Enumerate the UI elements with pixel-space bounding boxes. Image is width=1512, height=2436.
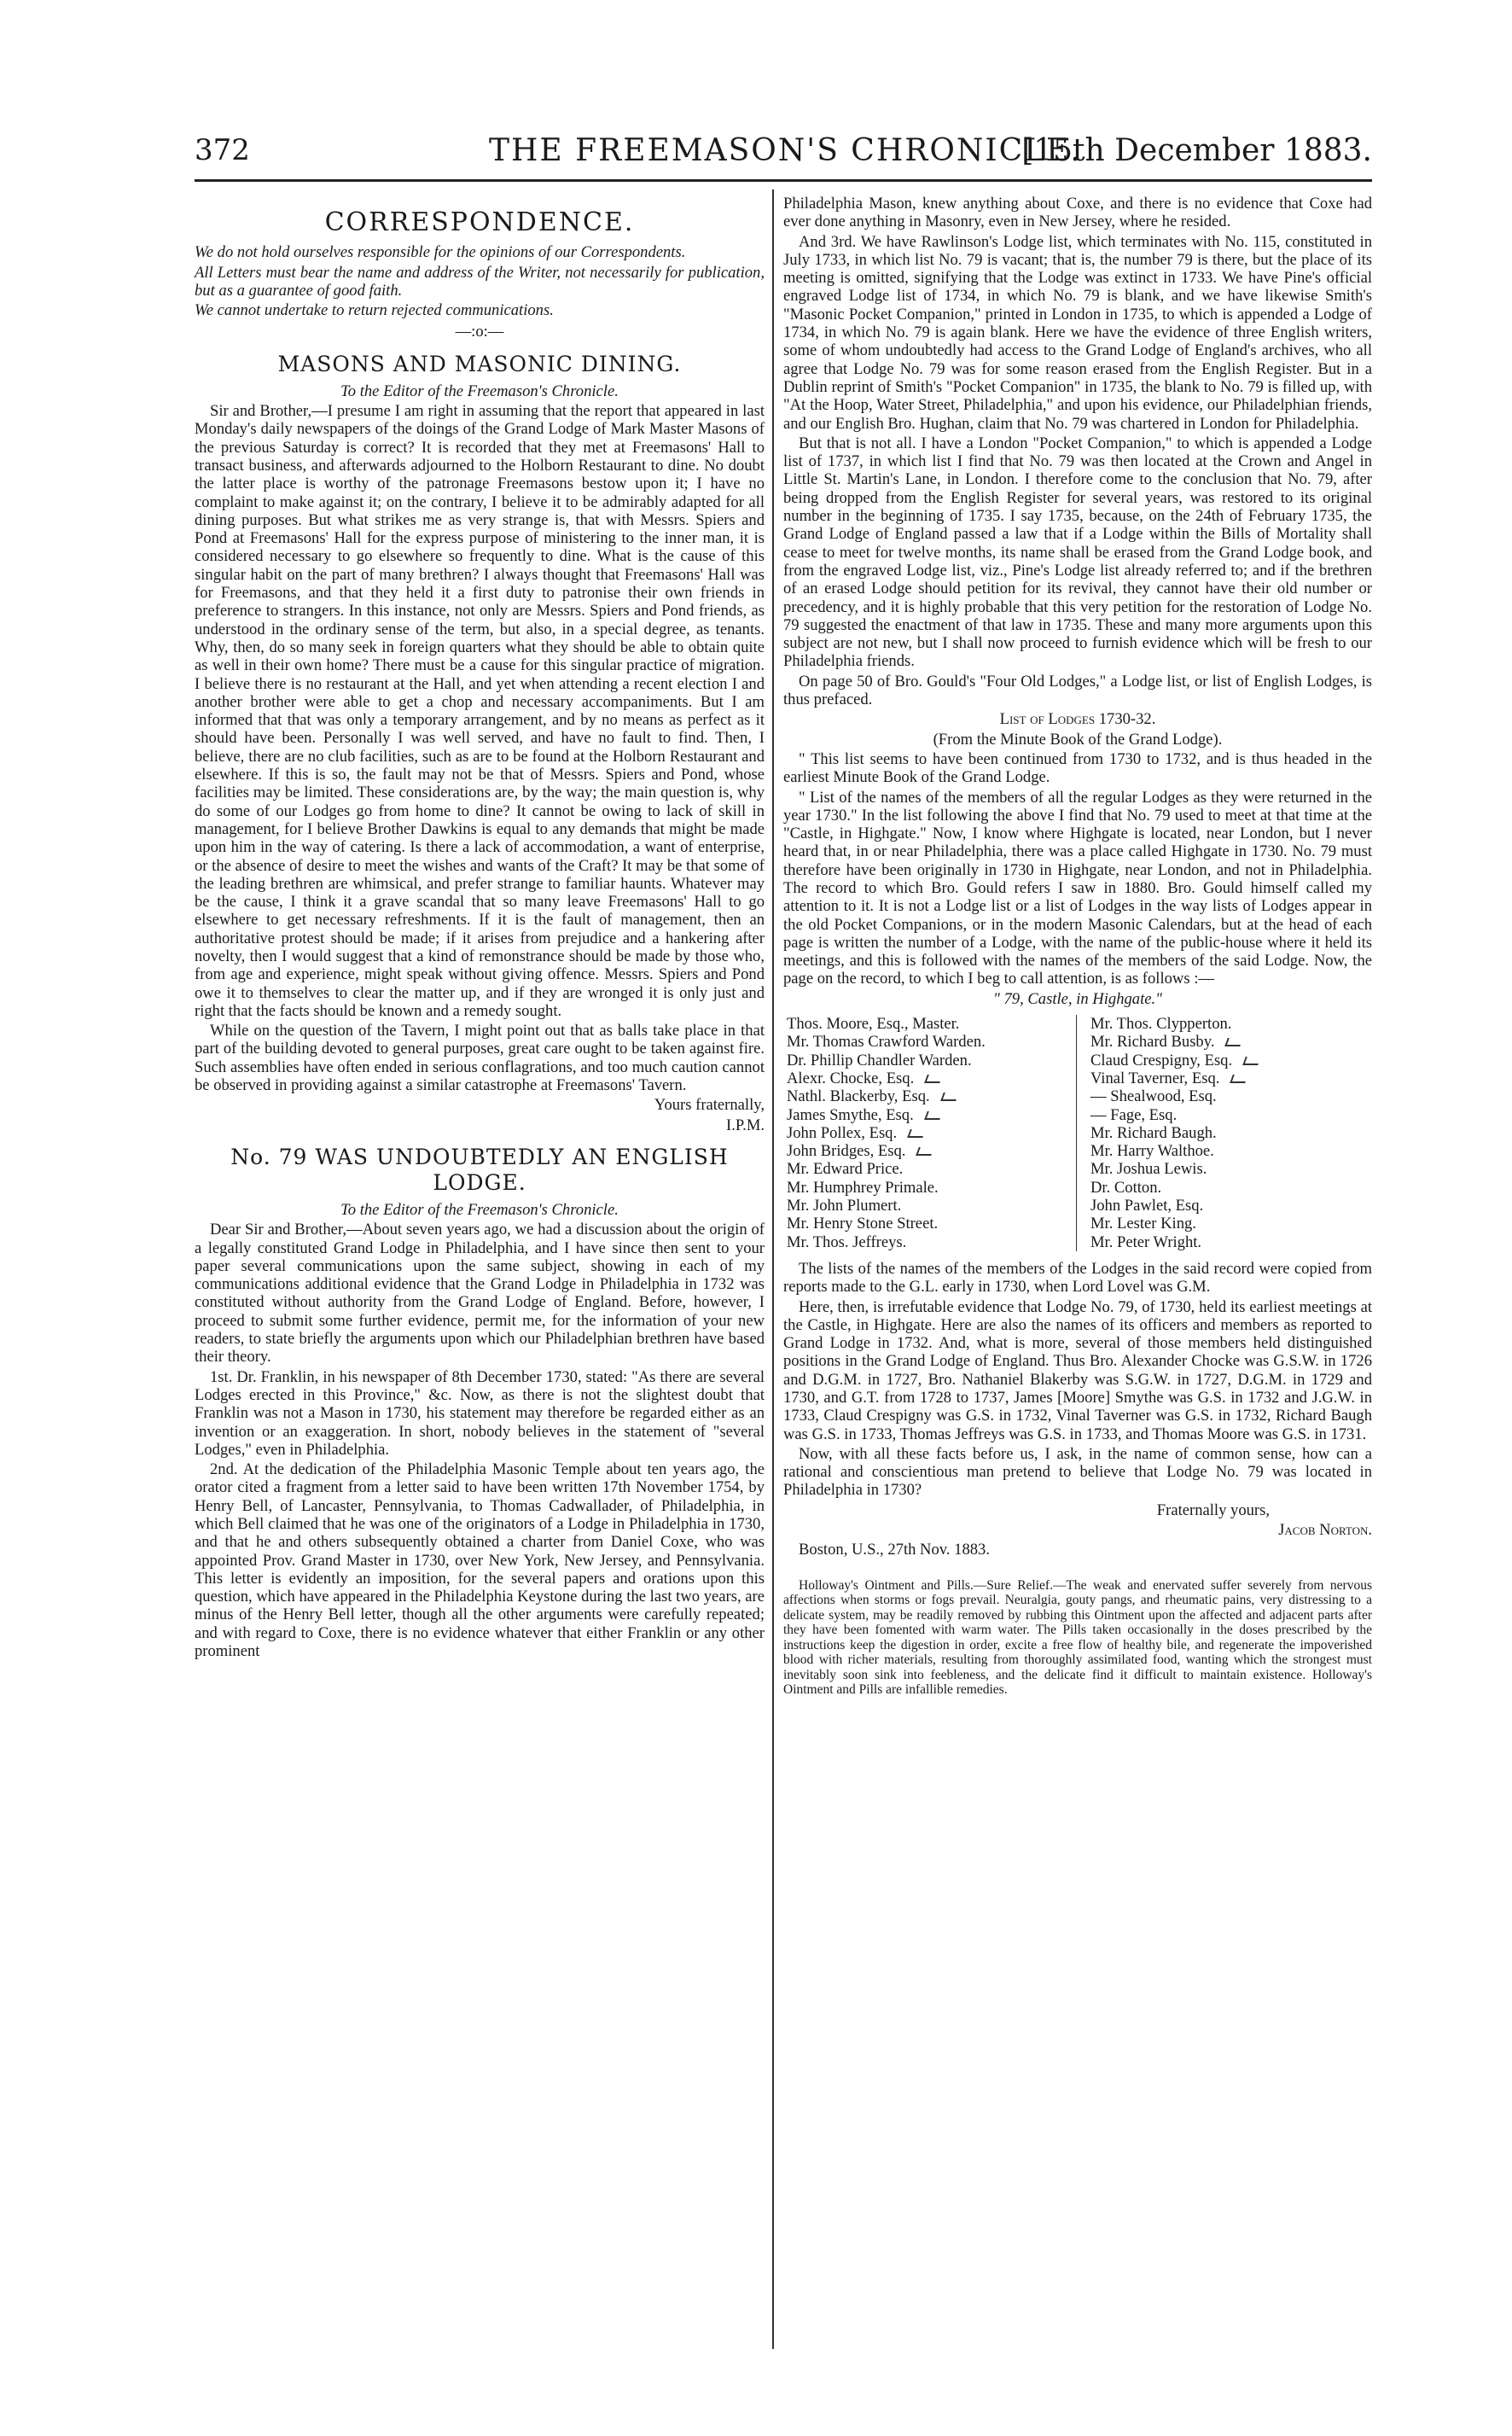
article-paragraph: And 3rd. We have Rawlinson's Lodge list, which terminates with No. 115, constituted in July 1733, in which list No. 79 is vacant; that is, the number 79 is there, but the place of its meeting is omitted, signifying that the Lodge was extinct in 1733. We have Pine's official engraved Lodge list of 1734, in which No. 79 is blank, and we have likewise Smith's "Masonic Pocket Companion," printed in London in 1735, to which is appended a Lodge of 1734, in which No. 79 is again blank. Here we have the evidence of three English writers, some of whom undoubtedly had access to the Grand Lodge of England's archives, who all agree that Lodge No. 79 was for some reason erased from the English Register. But in a Dublin reprint of Smith's "Pocket Companion" in 1735, the blank to No. 79 is filled up, with "At the Hoop, Water Street, Philadelphia," and upon his evidence, our Philadelphian friends, and our English Bro. Hughan, claim that No. 79 was chartered in London for Philadelphia. bbox=[783, 232, 1372, 433]
list-subheading: (From the Minute Book of the Grand Lodge). bbox=[933, 730, 1223, 749]
member-entry bbox=[787, 1124, 1073, 1142]
check-mark-icon bbox=[940, 1093, 959, 1101]
member-entry bbox=[1090, 1015, 1259, 1033]
member-name: Dr. Cotton. bbox=[1090, 1178, 1162, 1197]
member-name: — Shealwood, Esq. bbox=[1090, 1087, 1217, 1106]
member-name: — Fage, Esq. bbox=[1090, 1105, 1178, 1124]
member-entry bbox=[1090, 1106, 1259, 1124]
castle-heading: " 79, Castle, in Highgate." bbox=[993, 989, 1162, 1008]
member-entry bbox=[1090, 1233, 1259, 1251]
member-entry bbox=[787, 1106, 1073, 1124]
advertisement bbox=[783, 1578, 1372, 1698]
editorial-note: All Letters must bear the name and address of the Writer, not necessarily for publication, but as a guarantee of good faith. bbox=[195, 263, 765, 300]
member-name: Mr. Henry Stone Street. bbox=[787, 1215, 939, 1233]
page-number: 372 bbox=[195, 133, 250, 167]
check-mark-icon bbox=[924, 1111, 943, 1120]
check-mark-icon bbox=[916, 1147, 935, 1156]
article-paragraph: Sir and Brother,—I presume I am right in assuming that the report that appeared in last Monday's daily newspapers of the doings of the Grand Lodge of Mark Master Masons of the previous Saturday is correct? It is recorded that they met at Freemasons' Hall to transact business, and afterwards adjourned to the Holborn Restaurant to dine. No doubt the latter place is worthy of the patronage Freemasons bestow upon it; I have no complaint to make against it; on the contrary, I believe it to be admirably adapted for all dining purposes. But what strikes me as very strange is, that with Messrs. Spiers and Pond at Freemasons' Hall for the express purpose of ministering to the inner man, it is considered necessary to go elsewhere so frequently to dine. What is the cause of this singular habit on the part of many brethren? I always thought that Freemasons' Hall was for Freemasons, and that they held it a first duty to patronise their own friends in preference to strangers. In this instance, not only are Messrs. Spiers and Pond friends, as understood in the ordinary sense of the term, but also, in a special degree, as tenants. Why, then, do so many seek in foreign quarters what they should be able to obtain quite as well in their own home? There must be a cause for this singular practice of migration. I believe there is no restaurant at the Hall, and yet when attending a recent election I and another brother were able to get a chop and necessary accompaniments. But I am informed that that was only a temporary arrangement, and by no means as perfect as it should have been. Personally I was well served, and have no fault to find. Then, I believe, there are no club facilities, such as are to be found at the Holborn Restaurant and elsewhere. If this is so, the fault may not be that of Messrs. Spiers and Pond, whose facilities may be limited. These considerations are, by the way; the main question is, why do some of our Lodges go from home to dine? It cannot be owing to lack of skill in management, for I believe Brother Dawkins is equal to any demands that might be made upon him in the way of catering. Is there a lack of accommodation, a want of enterprise, or the absence of desire to meet the wishes and wants of the Craft? It may be that some of the leading brethren are whimsical, and prefer strange to familiar haunts. Whatever may be the cause, I think it a grave scandal that so many leave Freemasons' Hall to go elsewhere to get necessary refreshments. If it is the fault of management, then an authoritative protest should be made; if it arises from prejudice and a hankering after novelty, then I would suggest that a kind of remonstrance should be made by those who, from age and experience, might speak without giving offence. Messrs. Spiers and Pond owe it to themselves to clear the matter up, and if they are wronged it is only just and right that the facts should be known and a remedy sought. bbox=[195, 402, 765, 1020]
member-entry bbox=[1090, 1087, 1259, 1105]
member-entry bbox=[1090, 1142, 1259, 1160]
letter-dateline: Boston, U.S., 27th Nov. 1883. bbox=[799, 1541, 991, 1559]
member-name: Alexr. Chocke, Esq. bbox=[787, 1069, 915, 1087]
member-name: Claud Crespigny, Esq. bbox=[1090, 1051, 1233, 1069]
editor-line: To the Editor of the Freemason's Chronicle. bbox=[340, 382, 619, 400]
editorial-note: We do not hold ourselves responsible for the opinions of our Correspondents. bbox=[195, 243, 686, 262]
article-paragraph: Dear Sir and Brother,—About seven years ago, we had a discussion about the origin of a legally constituted Grand Lodge in Philadelphia, and I have since then sent to your paper several communications upon the same subject, showing in each of my communications additional evidence that the Grand Lodge in Philadelphia in 1732 was constituted without authority from the Grand Lodge of England. Before, however, I proceed to submit some further evidence, permit me, for the information of your new readers, to state briefly the arguments upon which our Philadelphian brethren have based their theory. bbox=[195, 1221, 765, 1367]
check-mark-icon bbox=[1230, 1075, 1249, 1083]
article-paragraph: 2nd. At the dedication of the Philadelphia Masonic Temple about ten years ago, the orator cited a fragment from a letter said to have been written 17th November 1754, by Henry Bell, of Lancaster, Pennsylvania, to Thomas Cadwallader, of Philadelphia, in which Bell claimed that he was one of the originators of a Lodge in Philadelphia in 1730, and that he and others subsequently obtained a charter from Daniel Coxe, who was appointed Prov. Grand Master in 1730, over New York, New Jersey, and Pennsylvania. This letter is evidently an imposition, for the several papers and orations upon this question, which have appeared in the Philadelphia Keystone during the last two years, are minus of the Henry Bell letter, though all the other arguments were carefully repeated; and with regard to Coxe, there is no evidence whatever that either Franklin or any other prominent bbox=[195, 1460, 765, 1661]
member-entry bbox=[1090, 1124, 1259, 1142]
member-entry bbox=[787, 1015, 1073, 1033]
article-paragraph: " This list seems to have been continued from 1730 to 1732, and is thus headed in the earliest Minute Book of the Grand Lodge. bbox=[783, 749, 1372, 787]
member-name: John Bridges, Esq. bbox=[787, 1142, 906, 1161]
member-entry bbox=[1090, 1052, 1259, 1069]
member-entry bbox=[787, 1069, 1073, 1087]
article-paragraph: While on the question of the Tavern, I might point out that as balls take place in that part of the building devoted to general purposes, great care ought to be taken against fire. Such assemblies have often ended in serious conflagrations, and too much caution cannot be observed in providing against a similar catastrophe at Freemasons' Tavern. bbox=[195, 1022, 765, 1095]
member-entry bbox=[1090, 1160, 1259, 1178]
members-right-list bbox=[1077, 1015, 1259, 1251]
member-name: Mr. Richard Baugh. bbox=[1090, 1123, 1217, 1142]
check-mark-icon bbox=[1242, 1057, 1261, 1065]
member-entry bbox=[787, 1160, 1073, 1178]
member-name: James Smythe, Esq. bbox=[787, 1105, 914, 1124]
member-name: John Pawlet, Esq. bbox=[1090, 1197, 1204, 1215]
member-entry bbox=[787, 1179, 1073, 1197]
member-entry bbox=[787, 1233, 1073, 1251]
member-entry bbox=[1090, 1033, 1259, 1051]
member-name: Mr. Thos. Clypperton. bbox=[1090, 1015, 1232, 1034]
letter-signature: I.P.M. bbox=[726, 1116, 765, 1134]
member-name: Mr. Thomas Crawford Warden. bbox=[787, 1033, 986, 1052]
letter-closing: Yours fraternally, bbox=[654, 1096, 765, 1115]
member-entry bbox=[787, 1052, 1073, 1069]
article-title: MASONS AND MASONIC DINING. bbox=[277, 351, 682, 376]
member-entry bbox=[1090, 1215, 1259, 1233]
article-title: No. 79 WAS UNDOUBTEDLY AN ENGLISH LODGE. bbox=[230, 1144, 729, 1195]
check-mark-icon bbox=[924, 1075, 943, 1083]
member-entry bbox=[1090, 1069, 1259, 1087]
article-paragraph: The lists of the names of the members of the Lodges in the said record were copied from reports made to the G.L. early in 1730, when Lord Lovel was G.M. bbox=[783, 1259, 1372, 1297]
separator: —:o:— bbox=[455, 323, 504, 341]
column-divider bbox=[772, 189, 774, 2349]
section-heading: CORRESPONDENCE. bbox=[324, 207, 635, 237]
list-heading: List of Lodges 1730-32. bbox=[999, 710, 1156, 729]
member-entry bbox=[1090, 1197, 1259, 1215]
member-entry bbox=[1090, 1179, 1259, 1197]
article-paragraph: Philadelphia Mason, knew anything about Coxe, and there is no evidence that Coxe had ever done anything in Masonry, even in New Jersey, where he resided. bbox=[783, 195, 1372, 231]
member-entry bbox=[787, 1087, 1073, 1105]
member-name: Mr. Humphrey Primale. bbox=[787, 1178, 939, 1197]
member-name: John Pollex, Esq. bbox=[787, 1123, 898, 1142]
editorial-note: We cannot undertake to return rejected communications. bbox=[195, 301, 554, 320]
masthead-title: THE FREEMASON'S CHRONICLE. bbox=[489, 133, 1082, 168]
advertisement-text: Holloway's Ointment and Pills.—Sure Relief.—The weak and enervated suffer severely from nervous affections when storms or fogs prevail. Neuralgia, gouty pangs, and rheumatic pains, very distressing to a delicate system, may be readily removed by rubbing this Ointment upon the affected and adjacent parts after they have been fomented with warm water. The Pills taken occasionally in the doses prescribed by the instructions keep the digestion in order, excite a free flow of healthy bile, and regenerate the impoverished blood with richer materials, resulting from thoroughly assimilated food, wanting which the strongest must inevitably soon sink into feebleness, and the delicate find it difficult to maintain existence. Holloway's Ointment and Pills are infallible remedies. bbox=[783, 1577, 1372, 1698]
article-paragraph: On page 50 of Bro. Gould's "Four Old Lodges," a Lodge list, or list of English Lodges, is thus prefaced. bbox=[783, 672, 1372, 709]
check-mark-icon bbox=[907, 1129, 926, 1138]
article-paragraph: 1st. Dr. Franklin, in his newspaper of 8th December 1730, stated: "As there are several Lodges erected in this Province," &c. Now, as there is not the slightest doubt that Franklin was not a Mason in 1730, his statement may therefore be regarded either as an invention or an exaggeration. In short, nobody believes in the statement of "several Lodges," even in Philadelphia. bbox=[195, 1367, 765, 1459]
member-name: Mr. Edward Price. bbox=[787, 1160, 904, 1179]
member-entry bbox=[787, 1033, 1073, 1051]
header-rule bbox=[195, 179, 1372, 182]
member-name: Mr. Peter Wright. bbox=[1090, 1233, 1202, 1251]
member-entry bbox=[787, 1215, 1073, 1233]
members-left-list bbox=[787, 1015, 1077, 1251]
member-name: Nathl. Blackerby, Esq. bbox=[787, 1087, 930, 1106]
member-name: Mr. John Plumert. bbox=[787, 1197, 902, 1215]
lodge-members-table bbox=[787, 1015, 1372, 1251]
page-header bbox=[195, 128, 1372, 179]
issue-date: [15th December 1883. bbox=[1021, 133, 1372, 168]
member-entry bbox=[787, 1142, 1073, 1160]
editor-line: To the Editor of the Freemason's Chronicle. bbox=[340, 1200, 619, 1219]
article-paragraph: Here, then, is irrefutable evidence that Lodge No. 79, of 1730, held its earliest meetings at the Castle, in Highgate. Here are also the names of its officers and members as reported to Grand Lodge in 1732. And, what is more, several of those members held distinguished positions in the Grand Lodge of England. Thus Bro. Alexander Chocke was G.S.W. in 1726 and D.G.M. in 1727, Bro. Nathaniel Blakerby was S.G.W. in 1727, D.G.M. in 1729 and 1730, and G.T. from 1728 to 1737, James [Moore] Smythe was G.S. in 1732 and J.G.W. in 1733, Claud Crespigny was G.S. in 1732, Vinal Taverner was G.S. in 1732, Richard Baugh was G.S. in 1733, Thomas Jeffreys was G.S. in 1733, and Thomas Moore was G.S. in 1731. bbox=[783, 1297, 1372, 1443]
article-paragraph: " List of the names of the members of all the regular Lodges as they were returned in the year 1730." In the list following the above I find that No. 79 used to meet at that time at the "Castle, in Highgate." Now, I know where Highgate is located, near London, but I never heard that, in or near Philadelphia, there was a place called Highgate in 1730. No. 79 must therefore have been originally in 1730 in Highgate, near London, and not in Philadelphia. The record to which Bro. Gould refers I saw in 1880. Bro. Gould himself called my attention to it. It is not a Lodge list or a list of Lodges in the way lists of Lodges appear in the old Pocket Companions, or in the modern Masonic Calendars, but at the head of each page is written the number of a Lodge, with the name of the public-house where it held its meetings, and this is followed with the names of the members of the said Lodge. Now, the page on the record, to which I beg to call attention, is as follows :— bbox=[783, 788, 1372, 988]
member-name: Vinal Taverner, Esq. bbox=[1090, 1069, 1220, 1087]
member-name: Mr. Richard Busby. bbox=[1090, 1033, 1215, 1052]
article-paragraph: But that is not all. I have a London "Pocket Companion," to which is appended a Lodge list of 1737, in which list I find that No. 79 was then located at the Crown and Angel in Little St. Martin's Lane, in London. I therefore come to the conclusion that No. 79, after being dropped from the English Register for several years, was restored to its original number in the beginning of 1735. I say 1735, because, on the 24th of February 1735, the Grand Lodge of England passed a law that if a Lodge within the Bills of Mortality shall cease to meet for twelve months, its name shall be erased from the Grand Lodge book, and from the engraved Lodge list, viz., Pine's Lodge list already referred to; and if the brethren of an erased Lodge should petition for its revival, they cannot have their old number or precedency, and it is highly probable that this very petition for the restoration of Lodge No. 79 suggested the enactment of that law in 1735. These and many more arguments upon this subject are not new, but I shall now proceed to furnish evidence which will be fresh to our Philadelphia friends. bbox=[783, 434, 1372, 671]
member-name: Thos. Moore, Esq., Master. bbox=[787, 1015, 960, 1034]
letter-signature: Jacob Norton. bbox=[1278, 1521, 1372, 1540]
letter-closing: Fraternally yours, bbox=[1156, 1501, 1270, 1519]
member-name: Mr. Thos. Jeffreys. bbox=[787, 1233, 907, 1251]
right-column bbox=[783, 195, 1372, 1699]
member-name: Mr. Joshua Lewis. bbox=[1090, 1160, 1207, 1179]
article-paragraph: Now, with all these facts before us, I ask, in the name of common sense, how can a rational and conscientious man pretend to believe that Lodge No. 79 was located in Philadelphia in 1730? bbox=[783, 1444, 1372, 1500]
member-name: Dr. Phillip Chandler Warden. bbox=[787, 1051, 972, 1069]
check-mark-icon bbox=[1225, 1038, 1244, 1046]
member-name: Mr. Lester King. bbox=[1090, 1215, 1196, 1233]
member-entry bbox=[787, 1197, 1073, 1215]
left-column bbox=[195, 195, 765, 1662]
member-name: Mr. Harry Walthoe. bbox=[1090, 1142, 1214, 1161]
